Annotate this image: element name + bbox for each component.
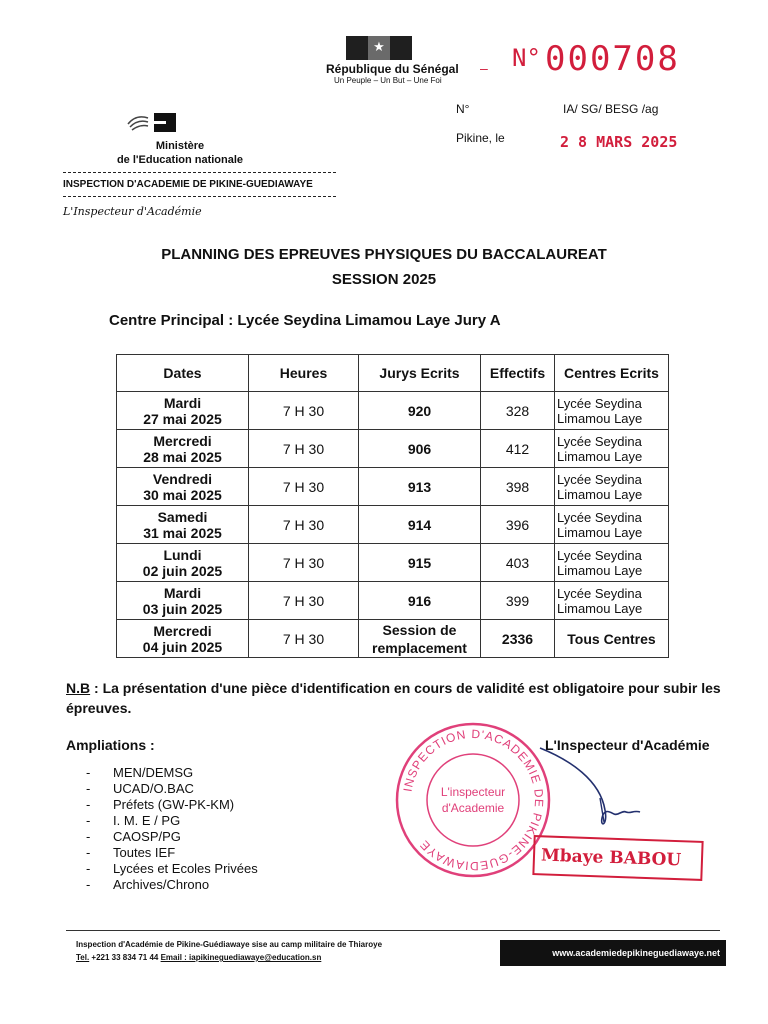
date-cell (117, 468, 249, 506)
footer-website[interactable]: www.academiedepikineguediawaye.net (500, 940, 726, 966)
ampliations-title: Ampliations : (66, 737, 155, 753)
centre-line-2: Limamou Laye (557, 562, 643, 578)
centre-line-2: Limamou Laye (557, 448, 643, 464)
list-item: - Toutes IEF (86, 845, 176, 860)
date-cell (117, 430, 249, 468)
official-seal (393, 720, 553, 880)
footer-address: Inspection d'Académie de Pikine-Guédiawaye sise au camp militaire de Thiaroye (76, 940, 383, 949)
table-row (117, 544, 669, 582)
centre-line-1: Lycée Seydina (557, 547, 642, 563)
day: Lundi (163, 546, 202, 563)
centre-line-1: Lycée Seydina (557, 433, 642, 449)
list-item: - Lycées et Ecoles Privées (86, 861, 258, 876)
list-item: - Préfets (GW-PK-KM) (86, 797, 235, 812)
heure-cell: 7 H 30 (249, 430, 359, 468)
date-stamp: 2 8 MARS 2025 (560, 133, 678, 151)
date-cell (117, 392, 249, 430)
ministry-line-2: de l'Education nationale (116, 154, 244, 166)
date-cell (117, 506, 249, 544)
day: Mercredi (153, 432, 212, 449)
centre-cell (555, 430, 669, 468)
list-item: - UCAD/O.BAC (86, 781, 194, 796)
senegal-flag (346, 36, 412, 60)
number-label: N° (456, 102, 470, 116)
ampliations-list (86, 765, 258, 893)
effectif-cell: 328 (481, 392, 555, 430)
jury-cell: 906 (359, 430, 481, 468)
centre-cell (555, 582, 669, 620)
jury-cell: 916 (359, 582, 481, 620)
heure-cell: 7 H 30 (249, 392, 359, 430)
day: Mercredi (153, 622, 212, 639)
heure-cell: 7 H 30 (249, 620, 359, 658)
email-label: Email (160, 953, 182, 962)
inspection-name: INSPECTION D'ACADEMIE DE PIKINE-GUEDIAWAYE (63, 179, 313, 190)
table-row (117, 506, 669, 544)
table-row (117, 430, 669, 468)
effectif-cell: 403 (481, 544, 555, 582)
heure-cell: 7 H 30 (249, 506, 359, 544)
star-icon: ★ (373, 40, 385, 56)
nb-label: N.B (66, 680, 91, 696)
day: Samedi (157, 508, 208, 525)
heure-cell: 7 H 30 (249, 582, 359, 620)
seal-center-line-1: L'inspecteur (440, 785, 506, 799)
svg-text:INSPECTION D'ACADEMIE DE PIKIN (401, 727, 547, 873)
serial-dash: – (480, 60, 488, 76)
place-label: Pikine, le (456, 131, 505, 145)
jury-cell: 915 (359, 544, 481, 582)
divider (63, 172, 336, 173)
table-row (117, 468, 669, 506)
nb-text: : La présentation d'une pièce d'identification en cours de validité est obligatoire pour subir les épreuves. (66, 680, 721, 716)
centre-line-2: Limamou Laye (557, 524, 643, 540)
jury-cell: 914 (359, 506, 481, 544)
header-heures: Heures (249, 355, 359, 392)
date: 02 juin 2025 (142, 562, 223, 579)
list-item: - I. M. E / PG (86, 813, 181, 828)
signatory-title: L'Inspecteur d'Académie (545, 737, 710, 753)
document-title: PLANNING DES EPREUVES PHYSIQUES DU BACCALAUREAT (161, 246, 607, 263)
serial-prefix: N° (512, 44, 541, 72)
reference-code: IA/ SG/ BESG /ag (563, 102, 659, 116)
centre-line-1: Lycée Seydina (557, 585, 642, 601)
centre-line-2: Limamou Laye (557, 410, 643, 426)
date: 04 juin 2025 (142, 638, 223, 655)
ministry-logo-icon (124, 110, 180, 136)
centre-cell (555, 392, 669, 430)
day: Mardi (163, 584, 202, 601)
centre-cell (555, 468, 669, 506)
centre-principal: Centre Principal : Lycée Seydina Limamou Laye Jury A (109, 312, 501, 329)
date-cell (117, 544, 249, 582)
jury-line-2: remplacement (372, 639, 467, 656)
seal-ring-text: INSPECTION D'ACADEMIE DE PIKINE-GUEDIAWAYE (400, 726, 547, 874)
republic-name: République du Sénégal (326, 62, 459, 76)
ministry-line-1: Ministère (155, 140, 205, 152)
header-centres: Centres Ecrits (555, 355, 669, 392)
centre-line-2: Limamou Laye (557, 486, 643, 502)
tel-number: +221 33 834 71 44 (89, 953, 161, 962)
centre-line-2: Limamou Laye (557, 600, 643, 616)
date-cell (117, 620, 249, 658)
serial-number: 000708 (545, 39, 680, 79)
email-address: : iapikineguediawaye@education.sn (181, 953, 322, 962)
list-item: - Archives/Chrono (86, 877, 210, 892)
heure-cell: 7 H 30 (249, 544, 359, 582)
header-effectifs: Effectifs (481, 355, 555, 392)
date: 30 mai 2025 (143, 486, 222, 503)
date: 27 mai 2025 (143, 410, 222, 427)
seal-center-line-2: d'Academie (441, 801, 505, 815)
date: 31 mai 2025 (143, 524, 222, 541)
day: Mardi (163, 394, 202, 411)
national-motto: Un Peuple – Un But – Une Foi (334, 76, 442, 85)
ministry-name (100, 139, 260, 167)
list-item: - CAOSP/PG (86, 829, 181, 844)
date: 03 juin 2025 (142, 600, 223, 617)
table-row (117, 392, 669, 430)
header-jurys: Jurys Ecrits (359, 355, 481, 392)
nb-note (66, 678, 736, 718)
centre-line-1: Lycée Seydina (557, 395, 642, 411)
footer-contact (76, 953, 321, 962)
signature-icon (530, 740, 670, 850)
schedule-table (116, 354, 669, 658)
effectif-cell: 396 (481, 506, 555, 544)
jury-cell: 913 (359, 468, 481, 506)
date: 28 mai 2025 (143, 448, 222, 465)
table-row (117, 582, 669, 620)
heure-cell: 7 H 30 (249, 468, 359, 506)
signatory-name: Mbaye BABOU (540, 845, 682, 871)
effectif-cell: 412 (481, 430, 555, 468)
jury-line-1: Session de (382, 621, 457, 638)
centre-cell: Tous Centres (555, 620, 669, 658)
centre-line-1: Lycée Seydina (557, 509, 642, 525)
header-dates: Dates (117, 355, 249, 392)
centre-cell (555, 506, 669, 544)
jury-cell (359, 620, 481, 658)
tel-label: Tel. (76, 953, 90, 962)
date-cell (117, 582, 249, 620)
divider (63, 196, 336, 197)
list-item: - MEN/DEMSG (86, 765, 194, 780)
effectif-cell: 2336 (481, 620, 555, 658)
inspecteur-script: L'Inspecteur d'Académie (63, 205, 202, 218)
table-header-row (117, 355, 669, 392)
centre-line-1: Lycée Seydina (557, 471, 642, 487)
table-row (117, 620, 669, 658)
jury-cell: 920 (359, 392, 481, 430)
document-session: SESSION 2025 (331, 271, 437, 288)
effectif-cell: 399 (481, 582, 555, 620)
day: Vendredi (152, 470, 213, 487)
footer-divider (66, 930, 720, 931)
centre-cell (555, 544, 669, 582)
effectif-cell: 398 (481, 468, 555, 506)
